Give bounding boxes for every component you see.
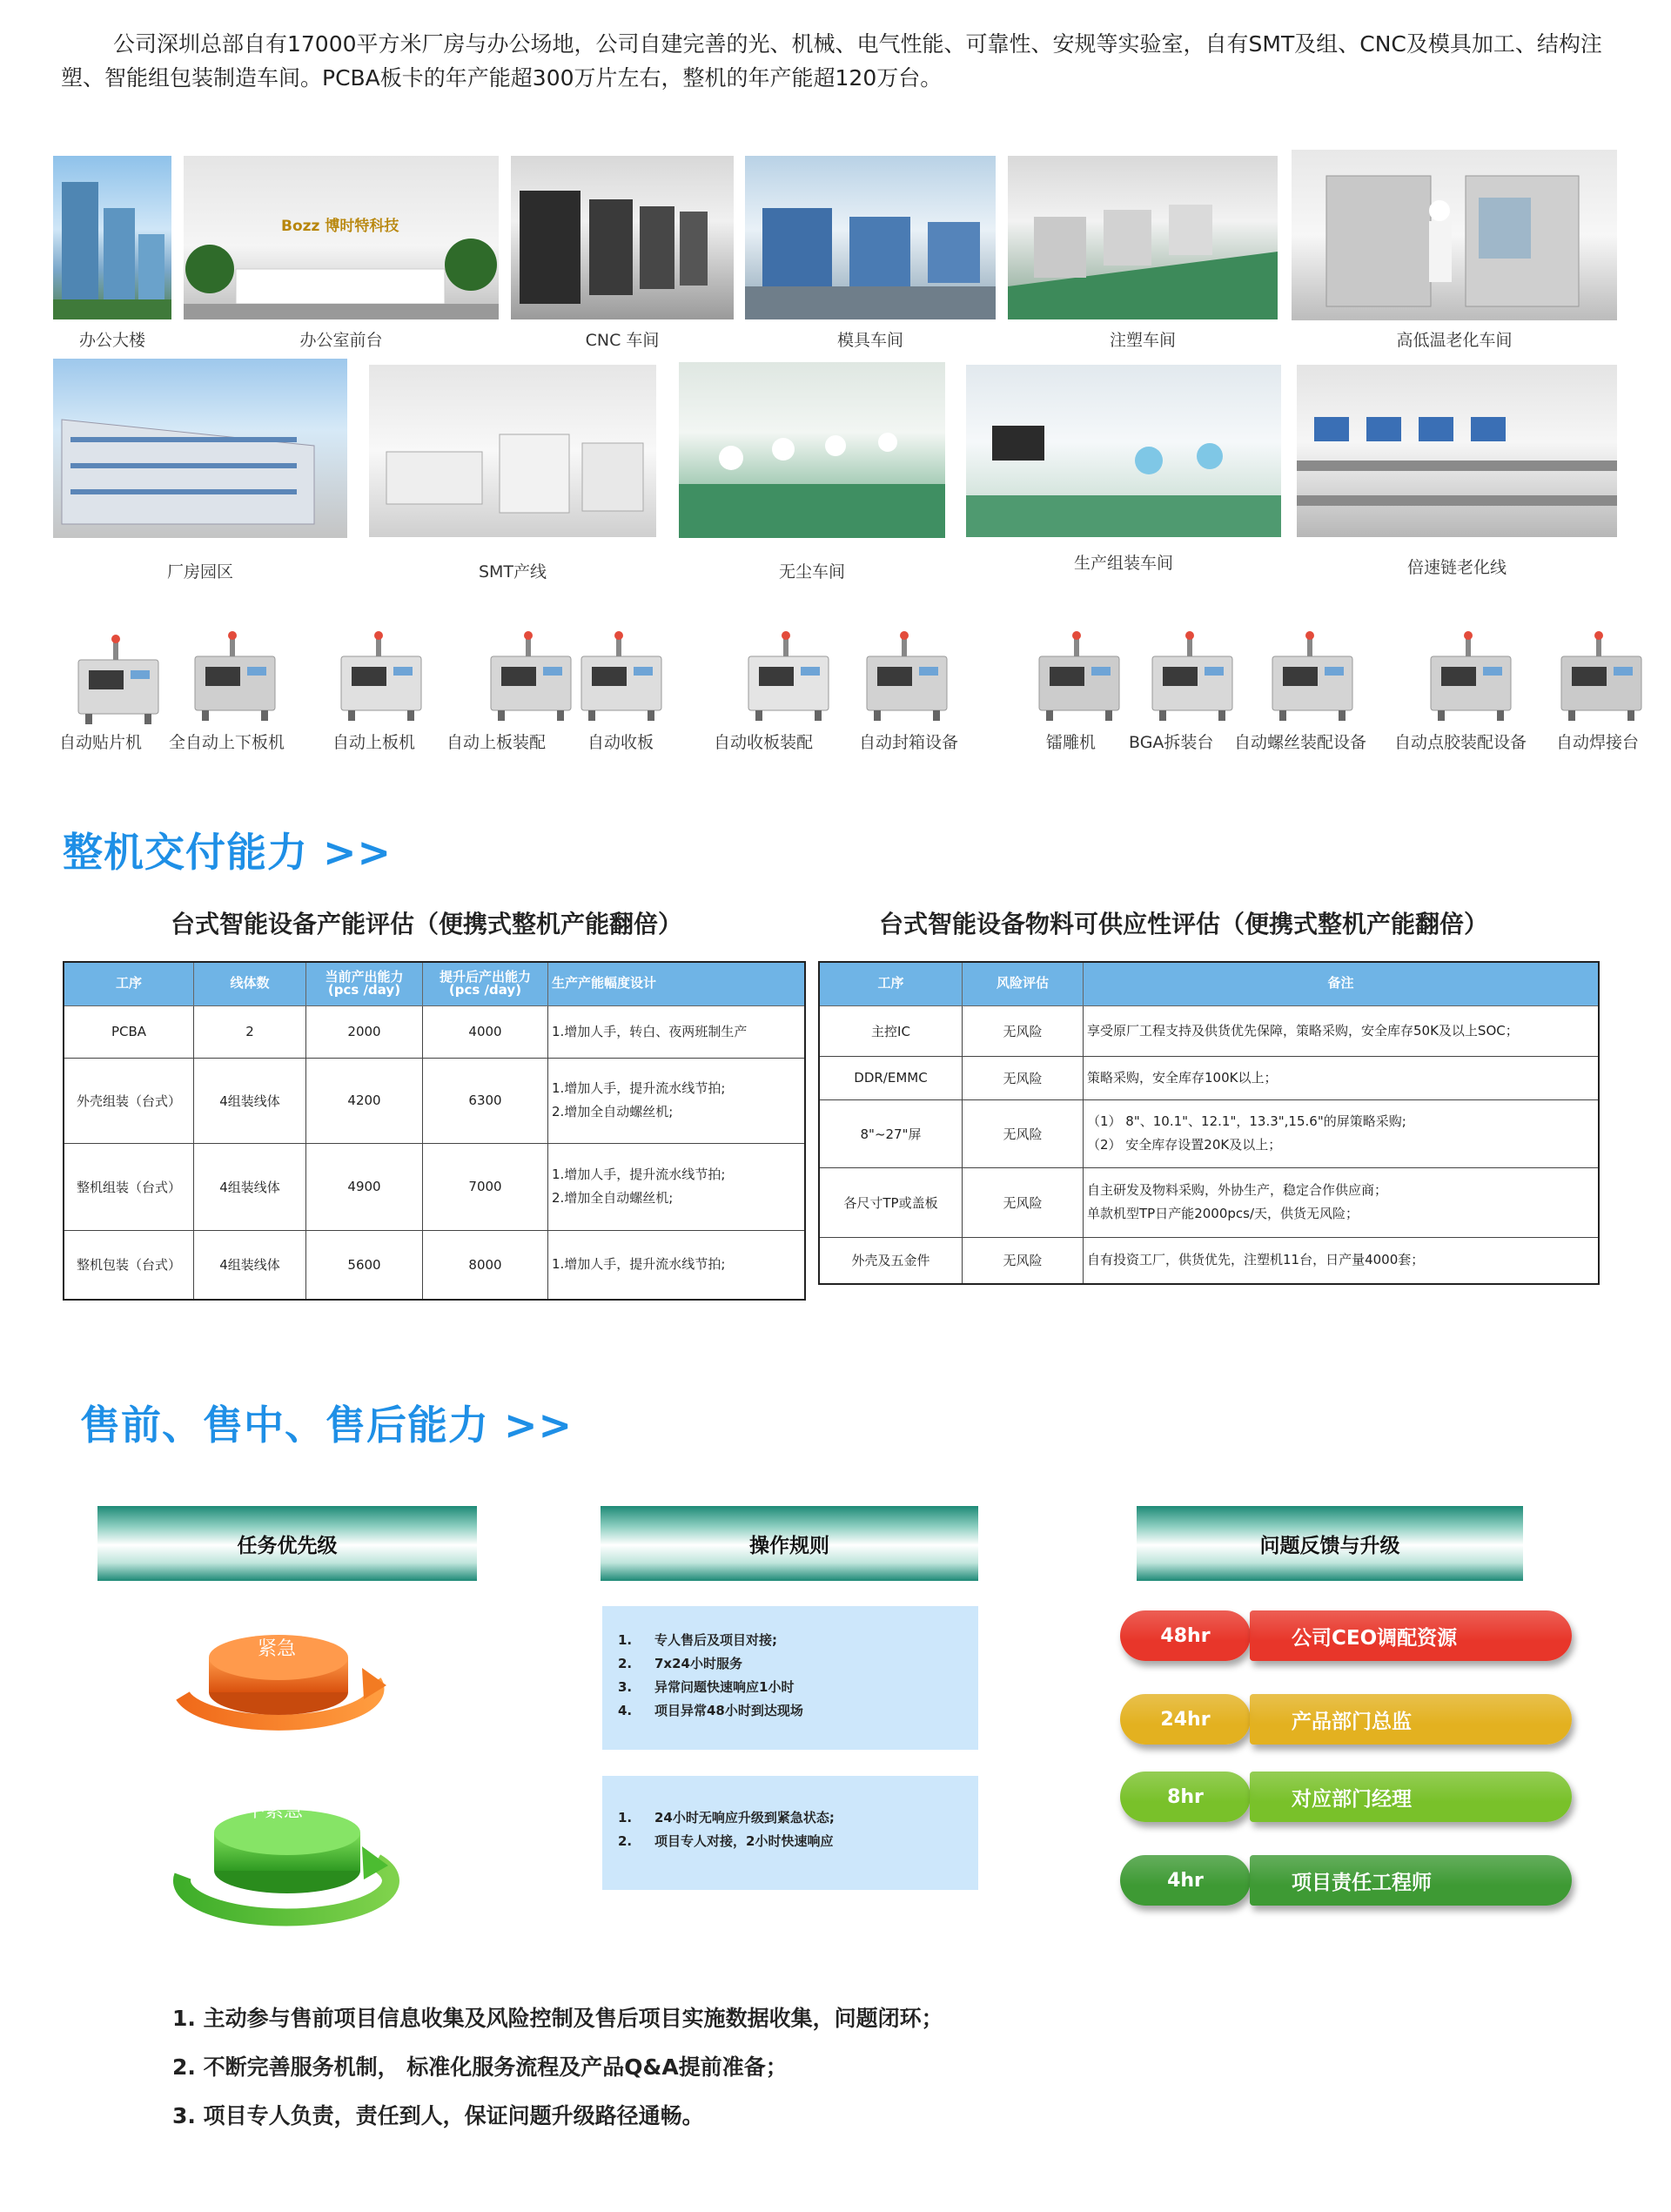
rule-item-text: 7x24小时服务 (654, 1656, 742, 1671)
capacity-improved-cell: 7000 (423, 1143, 548, 1230)
capacity-row (64, 1143, 805, 1230)
caption-office-building: 办公大楼 (78, 331, 145, 350)
capacity-design-cell (548, 1058, 806, 1143)
rule-item-number: 3. (618, 1679, 633, 1695)
service-section-title: 售前、售中、售后能力 >> (80, 1402, 574, 1449)
not-urgent-label: 不紧急 (245, 1800, 304, 1822)
supply-table (818, 961, 1600, 1285)
summary-item: 3. 项目专人负责，责任到人，保证问题升级路径通畅。 (172, 2103, 704, 2128)
supply-note-line: 单款机型TP日产能2000pcs/天，供货无风险； (1087, 1206, 1359, 1221)
escalation-owner-bar: 对应部门经理 (1250, 1772, 1572, 1822)
equipment-label: 自动上板装配 (446, 733, 547, 752)
rule-item (618, 1630, 777, 1649)
capacity-process-cell: PCBA (64, 1005, 194, 1058)
rule-item-number: 1. (618, 1810, 633, 1825)
supply-risk-cell: 无风险 (963, 1005, 1084, 1056)
escalation-owner-bar: 公司CEO调配资源 (1250, 1610, 1572, 1661)
smt-illustration (369, 365, 656, 537)
equipment-label: 自动上板机 (332, 733, 416, 752)
factory-illustration (53, 359, 347, 538)
equipment-image (1549, 629, 1654, 724)
capacity-process-cell: 整机组装（台式） (64, 1143, 194, 1230)
capacity-process-cell: 整机包装（台式） (64, 1230, 194, 1300)
rules-box-standard (602, 1606, 978, 1750)
caption-speed-chain-aging-line: 倍速链老化线 (1406, 558, 1507, 577)
equipment-label: 镭雕机 (1046, 733, 1097, 752)
rule-item (618, 1832, 833, 1850)
capacity-design-line: 1.增加人手，提升流水线节拍; (552, 1256, 726, 1273)
capacity-row (64, 1005, 805, 1058)
rule-item-text: 专人售后及项目对接; (654, 1632, 777, 1648)
photo-office-building (53, 156, 171, 319)
equipment-image (1260, 629, 1365, 724)
capacity-header-current: 当前产出能力 (pcs /day) (306, 962, 423, 1005)
capacity-row (64, 1058, 805, 1143)
supply-note-line: （1） 8"、10.1"、12.1"，13.3",15.6"的屏策略采购; (1087, 1113, 1406, 1129)
escalation-time-badge: 24hr (1120, 1694, 1251, 1745)
capacity-current-cell: 5600 (306, 1230, 423, 1300)
equipment-label: 自动封箱设备 (859, 733, 959, 752)
photo-factory-park (53, 359, 347, 538)
supply-item-cell: 8"~27"屏 (819, 1099, 963, 1167)
escalation-banner-label: 问题反馈与升级 (1259, 1534, 1400, 1557)
caption-front-desk: 办公室前台 (299, 331, 383, 350)
supply-note-cell (1084, 1056, 1600, 1099)
rules-banner (601, 1506, 978, 1581)
caption-injection-workshop: 注塑车间 (1109, 331, 1176, 350)
capacity-design-line: 1.增加人手，提升流水线节拍; (552, 1167, 726, 1182)
photo-front-desk (184, 156, 499, 319)
supply-note-line: 享受原厂工程支持及供货优先保障，策略采购，安全库存50K及以上SOC； (1087, 1022, 1519, 1039)
supply-header-risk: 风险评估 (963, 962, 1084, 1005)
supply-row (819, 1167, 1599, 1237)
escalation-owner-bar: 项目责任工程师 (1250, 1855, 1572, 1906)
equipment-image (183, 629, 287, 724)
photo-clean-room (679, 362, 945, 538)
rule-item-text: 项目专人对接，2小时快速响应 (654, 1833, 834, 1849)
priority-banner-label: 任务优先级 (237, 1534, 338, 1557)
rule-item-number: 2. (618, 1656, 633, 1671)
escalation-owner-bar: 产品部门总监 (1250, 1694, 1572, 1745)
supply-risk-cell: 无风险 (963, 1237, 1084, 1284)
cnc-illustration (511, 156, 734, 319)
rule-item (618, 1654, 742, 1672)
capacity-design-cell (548, 1230, 806, 1300)
photo-assembly-workshop (966, 365, 1281, 537)
rule-item-text: 24小时无响应升级到紧急状态; (654, 1810, 835, 1825)
capacity-header-improved: 提升后产出能力 (pcs /day) (423, 962, 548, 1005)
equipment-image (1419, 629, 1523, 724)
capacity-lines-cell: 4组装线体 (194, 1143, 306, 1230)
photo-speed-chain-aging-line (1297, 365, 1617, 537)
supply-item-cell: 主控IC (819, 1005, 963, 1056)
capacity-design-line: 2.增加全自动螺丝机; (552, 1190, 674, 1206)
capacity-lines-cell: 4组装线体 (194, 1230, 306, 1300)
building-illustration (53, 156, 171, 319)
aging-line-illustration (1297, 365, 1617, 537)
supply-item-cell: 外壳及五金件 (819, 1237, 963, 1284)
caption-factory-park: 厂房园区 (166, 562, 233, 582)
capacity-improved-cell: 8000 (423, 1230, 548, 1300)
injection-illustration (1008, 156, 1278, 319)
supply-table-title: 台式智能设备物料可供应性评估（便携式整机产能翻倍） (879, 910, 1489, 938)
rule-item-number: 2. (618, 1833, 633, 1849)
supply-note-cell (1084, 1167, 1600, 1237)
supply-note-line: 自有投资工厂，供货优先，注塑机11台，日产量4000套； (1087, 1252, 1425, 1268)
supply-note-line: 策略采购，安全库存100K以上； (1087, 1069, 1278, 1086)
supply-note-line: 自主研发及物料采购，外协生产，稳定合作供应商； (1087, 1182, 1388, 1198)
supply-risk-cell: 无风险 (963, 1099, 1084, 1167)
capacity-design-cell (548, 1143, 806, 1230)
clean-room-illustration (679, 362, 945, 538)
equipment-label: 自动螺丝装配设备 (1234, 733, 1367, 752)
priority-banner (97, 1506, 477, 1581)
photo-smt-line (369, 365, 656, 537)
photo-injection-workshop (1008, 156, 1278, 319)
supply-note-cell (1084, 1005, 1600, 1056)
supply-note-cell (1084, 1099, 1600, 1167)
equipment-image (736, 629, 841, 724)
capacity-improved-cell: 4000 (423, 1005, 548, 1058)
equipment-label: BGA拆装台 (1129, 733, 1214, 752)
equipment-image (1027, 629, 1131, 724)
capacity-current-cell: 4200 (306, 1058, 423, 1143)
escalation-time-badge: 8hr (1120, 1772, 1251, 1822)
supply-item-cell: DDR/EMMC (819, 1056, 963, 1099)
caption-cnc-workshop: CNC 车间 (585, 331, 660, 350)
capacity-improved-cell: 6300 (423, 1058, 548, 1143)
supply-header-item: 工序 (819, 962, 963, 1005)
mold-illustration (745, 156, 996, 319)
escalation-time-badge: 4hr (1120, 1855, 1251, 1906)
equipment-image (479, 629, 583, 724)
supply-row (819, 1099, 1599, 1167)
equipment-image (329, 629, 433, 724)
supply-note-line: （2） 安全库存设置20K及以上； (1087, 1137, 1282, 1153)
assembly-illustration (966, 365, 1281, 537)
equipment-label: 全自动上下板机 (169, 733, 285, 752)
supply-risk-cell: 无风险 (963, 1056, 1084, 1099)
capacity-lines-cell: 2 (194, 1005, 306, 1058)
supply-header-note: 备注 (1084, 962, 1600, 1005)
rule-item-text: 异常问题快速响应1小时 (654, 1679, 795, 1695)
summary-item: 2. 不断完善服务机制， 标准化服务流程及产品Q&A提前准备； (172, 2054, 788, 2080)
photo-mold-workshop (745, 156, 996, 319)
intro-paragraph: 公司深圳总部自有17000平方米厂房与办公场地，公司自建完善的光、机械、电气性能、可靠性、安规等实验室，自有SMT及组、CNC及模具加工、结构注塑、智能组包装制造车间。PCBA板卡的年产能超300万片左右，整机的年产能超120万台。 (61, 31, 1602, 91)
rules-box-escalation (602, 1776, 978, 1890)
supply-item-cell: 各尺寸TP或盖板 (819, 1167, 963, 1237)
caption-aging-workshop: 高低温老化车间 (1396, 331, 1513, 350)
escalation-banner (1137, 1506, 1523, 1581)
equipment-image (569, 629, 674, 724)
rules-banner-label: 操作规则 (749, 1534, 829, 1557)
escalation-time-badge: 48hr (1120, 1610, 1251, 1661)
capacity-header-process: 工序 (64, 962, 194, 1005)
front-desk-sign: Bozz 博时特科技 (281, 218, 399, 235)
equipment-label: 自动贴片机 (59, 733, 143, 752)
supply-note-cell (1084, 1237, 1600, 1284)
aging-chamber-illustration (1292, 150, 1617, 320)
rule-item (618, 1701, 803, 1719)
capacity-design-line: 1.增加人手，转白、夜两班制生产 (552, 1023, 748, 1039)
capacity-header-design: 生产产能幅度设计 (548, 962, 806, 1005)
rule-item (618, 1677, 794, 1696)
equipment-image (855, 629, 959, 724)
equipment-label: 自动收板 (587, 733, 654, 752)
capacity-lines-cell: 4组装线体 (194, 1058, 306, 1143)
delivery-section-title: 整机交付能力 >> (63, 829, 393, 876)
capacity-current-cell: 2000 (306, 1005, 423, 1058)
capacity-current-cell: 4900 (306, 1143, 423, 1230)
equipment-label: 自动焊接台 (1556, 733, 1640, 752)
supply-row (819, 1237, 1599, 1284)
caption-smt-line: SMT产线 (478, 562, 547, 582)
supply-row (819, 1005, 1599, 1056)
capacity-header-lines: 线体数 (194, 962, 306, 1005)
capacity-row (64, 1230, 805, 1300)
rule-item-number: 4. (618, 1703, 633, 1718)
capacity-table (63, 961, 806, 1301)
supply-row (819, 1056, 1599, 1099)
caption-clean-room: 无尘车间 (778, 562, 845, 582)
capacity-design-line: 1.增加人手，提升流水线节拍; (552, 1080, 726, 1096)
summary-item: 1. 主动参与售前项目信息收集及风险控制及售后项目实施数据收集，问题闭环； (172, 2006, 943, 2031)
urgent-label: 紧急 (258, 1638, 297, 1660)
capacity-design-line: 2.增加全自动螺丝机; (552, 1104, 674, 1119)
rule-item-number: 1. (618, 1632, 633, 1648)
caption-mold-workshop: 模具车间 (836, 331, 903, 350)
photo-cnc-workshop (511, 156, 734, 319)
capacity-table-title: 台式智能设备产能评估（便携式整机产能翻倍） (171, 910, 683, 938)
equipment-label: 自动收板装配 (714, 733, 814, 752)
rule-item (618, 1808, 835, 1826)
equipment-label: 自动点胶装配设备 (1394, 733, 1527, 752)
photo-aging-workshop (1292, 150, 1617, 320)
supply-risk-cell: 无风险 (963, 1167, 1084, 1237)
front-desk-illustration (184, 156, 499, 319)
rule-item-text: 项目异常48小时到达现场 (654, 1703, 803, 1718)
equipment-image (66, 632, 171, 728)
capacity-design-cell (548, 1005, 806, 1058)
equipment-image (1140, 629, 1245, 724)
caption-assembly-workshop: 生产组装车间 (1073, 554, 1173, 573)
capacity-process-cell: 外壳组装（台式） (64, 1058, 194, 1143)
